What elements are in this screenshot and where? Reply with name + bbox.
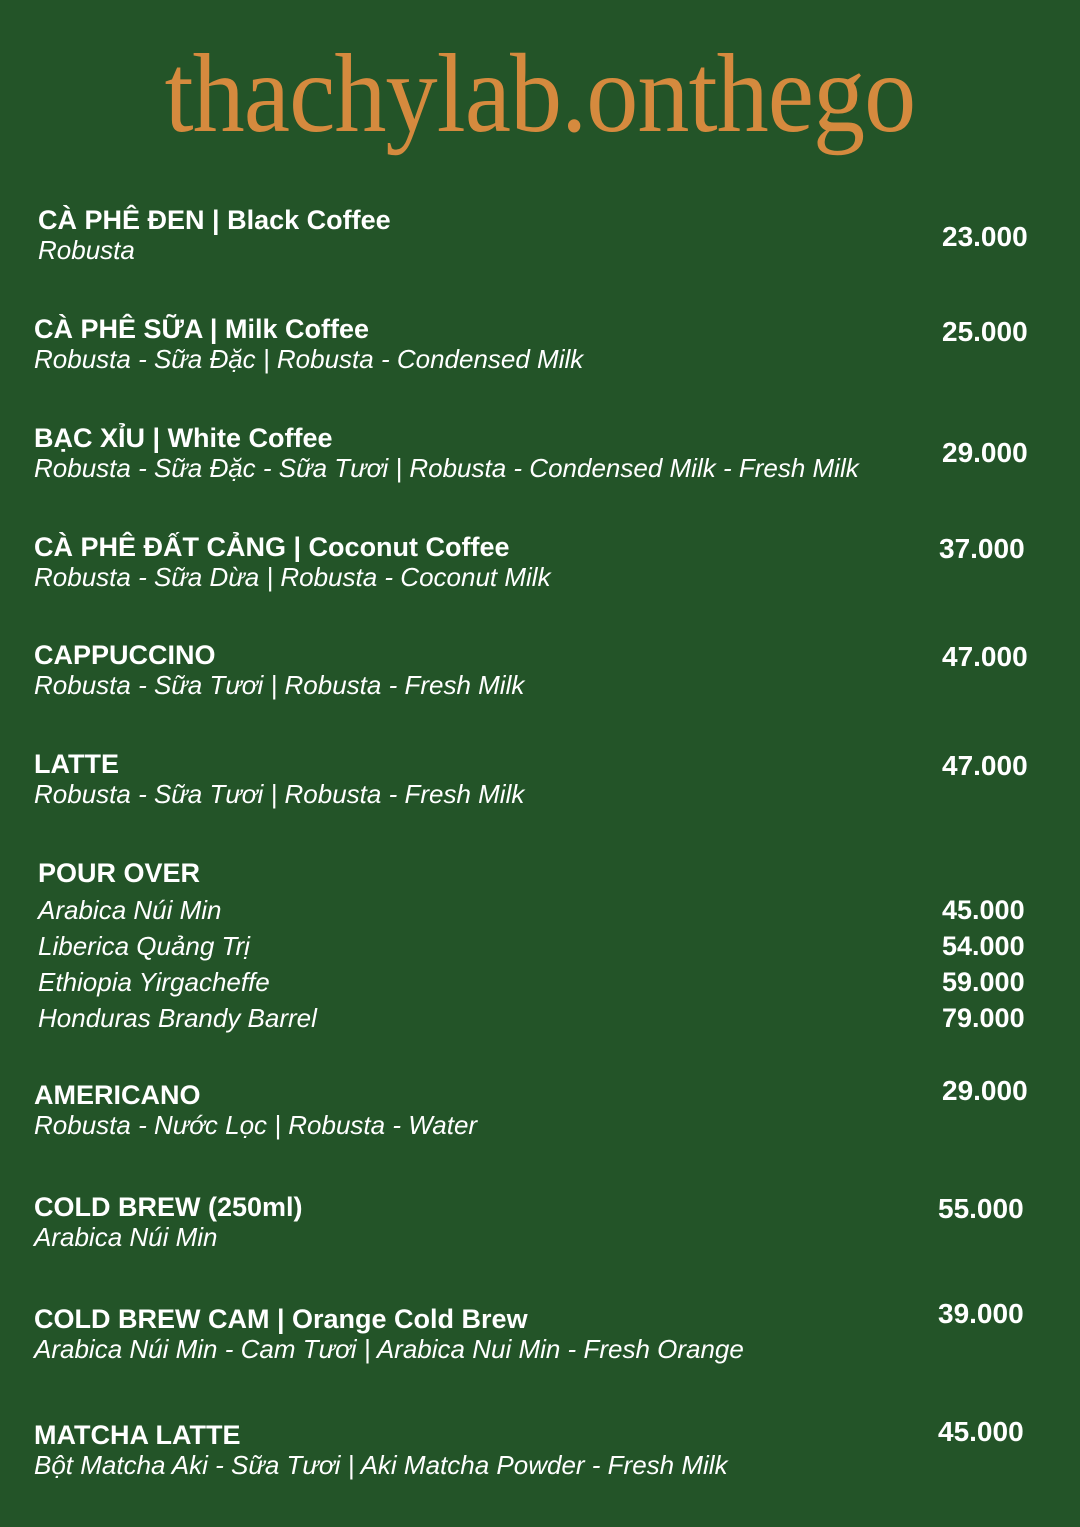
menu-item — [0, 314, 1080, 378]
menu-item-price: 39.000 — [938, 1298, 1024, 1329]
menu-item — [0, 205, 1080, 269]
menu-item-price: 47.000 — [942, 641, 1028, 672]
menu-item — [0, 1075, 1080, 1144]
menu-item-price: 37.000 — [939, 533, 1025, 564]
menu-item-description: Robusta - Sữa Tươi | Robusta - Fresh Milk — [34, 670, 525, 700]
menu-item-description: Robusta - Nước Lọc | Robusta - Water — [34, 1110, 478, 1140]
menu-item-price: 29.000 — [942, 1075, 1028, 1106]
menu-item — [0, 532, 1080, 596]
pour-over-option-name: Ethiopia Yirgacheffe — [38, 967, 270, 997]
brand-title: thachylab.onthego — [164, 32, 916, 156]
menu-item-description: Robusta - Sữa Đặc - Sữa Tươi | Robusta - Condensed Milk - Fresh Milk — [34, 453, 859, 483]
menu-item-price: 47.000 — [942, 750, 1028, 781]
menu-item-name: CÀ PHÊ SỮA | Milk Coffee — [34, 314, 369, 344]
menu-item-name: LATTE — [34, 749, 119, 779]
menu-item-name: CAPPUCCINO — [34, 640, 216, 670]
menu-item-description: Robusta - Sữa Đặc | Robusta - Condensed Milk — [34, 344, 584, 374]
pour-over-option-name: Arabica Núi Min — [38, 895, 222, 925]
menu-item-price: 29.000 — [942, 437, 1028, 468]
pour-over-option-name: Honduras Brandy Barrel — [38, 1003, 317, 1033]
menu-item-name: BẠC XỈU | White Coffee — [34, 423, 333, 453]
menu-item — [0, 749, 1080, 813]
menu-item-description: Robusta - Sữa Tươi | Robusta - Fresh Milk — [34, 779, 525, 809]
pour-over-option-price: 45.000 — [942, 895, 1025, 925]
menu-item — [0, 1192, 1080, 1256]
menu-item-description: Arabica Núi Min — [34, 1222, 218, 1252]
menu-item-description: Bột Matcha Aki - Sữa Tươi | Aki Matcha Powder - Fresh Milk — [34, 1450, 728, 1480]
menu-item-description: Arabica Núi Min - Cam Tươi | Arabica Nui Min - Fresh Orange — [34, 1334, 744, 1364]
pour-over-option — [0, 929, 1080, 965]
menu-item-name: COLD BREW (250ml) — [34, 1192, 303, 1222]
pour-over-option-name: Liberica Quảng Trị — [38, 931, 250, 961]
pour-over-option-price: 79.000 — [942, 1003, 1025, 1033]
pour-over-option — [0, 1001, 1080, 1037]
menu-item-description: Robusta — [38, 235, 135, 265]
menu-item-price: 45.000 — [938, 1416, 1024, 1447]
menu-item-price: 25.000 — [942, 316, 1028, 347]
menu-item-name: COLD BREW CAM | Orange Cold Brew — [34, 1304, 528, 1334]
pour-over-option-price: 59.000 — [942, 967, 1025, 997]
menu-item-description: Robusta - Sữa Dừa | Robusta - Coconut Milk — [34, 562, 551, 592]
menu-item — [0, 1416, 1080, 1484]
menu-item-name: AMERICANO — [34, 1080, 201, 1110]
menu-item-price: 23.000 — [942, 221, 1028, 252]
pour-over-title: POUR OVER — [38, 858, 201, 888]
pour-over-section — [0, 858, 1080, 1038]
pour-over-option — [0, 893, 1080, 929]
menu-item — [0, 640, 1080, 704]
menu-item-price: 55.000 — [938, 1193, 1024, 1224]
menu-item-name: MATCHA LATTE — [34, 1420, 241, 1450]
menu-item-name: CÀ PHÊ ĐẤT CẢNG | Coconut Coffee — [34, 532, 510, 562]
menu-item — [0, 1298, 1080, 1368]
pour-over-option-price: 54.000 — [942, 931, 1025, 961]
menu-item — [0, 423, 1080, 487]
pour-over-option — [0, 965, 1080, 1001]
menu-item-name: CÀ PHÊ ĐEN | Black Coffee — [38, 205, 391, 235]
